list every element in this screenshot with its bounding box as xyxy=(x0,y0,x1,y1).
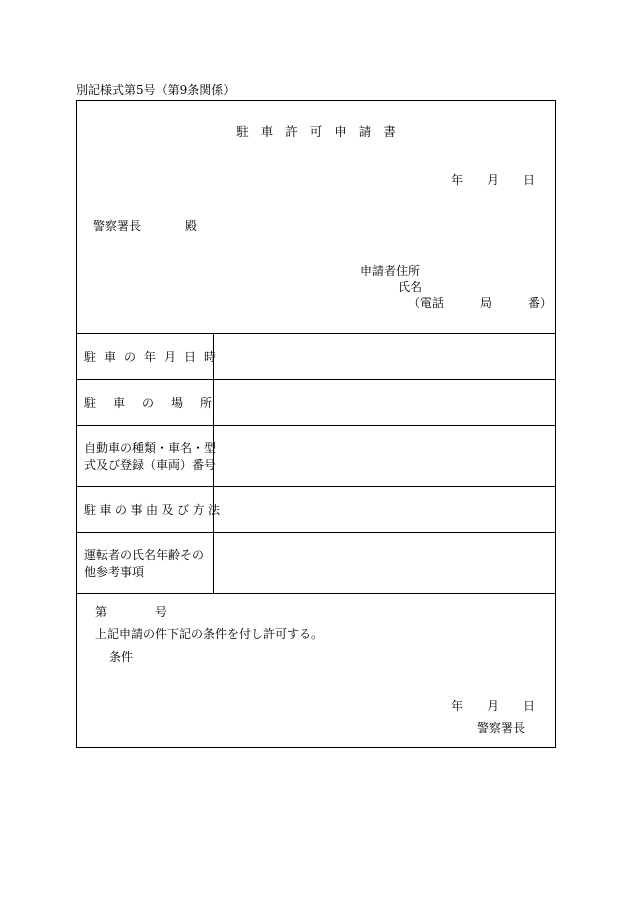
tel-open: （電話 xyxy=(408,296,445,310)
permit-date xyxy=(451,699,535,713)
conditions-label: 条件 xyxy=(109,650,134,664)
form-header xyxy=(77,101,555,334)
applicant-name-label: 氏名 xyxy=(398,280,423,294)
form-row-parking-reason xyxy=(77,487,555,533)
row-label-line1: 運転者の氏名年齢その xyxy=(84,548,205,562)
number-prefix: 第 xyxy=(95,605,108,619)
row-label-cell xyxy=(77,334,225,379)
form-row-vehicle-info xyxy=(77,426,555,487)
row-label-cell xyxy=(77,426,217,486)
form-title: 駐車許可申請書 xyxy=(236,124,408,139)
tel-number: 番） xyxy=(528,296,553,310)
form-row-parking-location xyxy=(77,380,555,426)
application-date xyxy=(451,173,535,187)
row-label-line2: 他参考事項 xyxy=(84,565,145,579)
row-label-cell xyxy=(77,533,214,593)
application-form xyxy=(76,100,556,748)
month-label: 月 xyxy=(486,699,499,713)
year-label: 年 xyxy=(450,173,463,187)
applicant-telephone xyxy=(408,296,552,310)
day-label: 日 xyxy=(522,173,535,187)
parking-reason-field[interactable] xyxy=(214,487,555,532)
honorific: 殿 xyxy=(185,219,198,233)
addressee-title: 警察署長 xyxy=(93,219,142,233)
form-row-parking-datetime xyxy=(77,334,555,380)
month-label: 月 xyxy=(486,173,499,187)
row-label-cell xyxy=(77,380,230,425)
police-chief-signature: 警察署長 xyxy=(476,721,525,735)
parking-datetime-field[interactable] xyxy=(214,334,555,379)
row-label-line2: 式及び登録（車両）番号 xyxy=(84,458,217,472)
form-number-label: 別記様式第5号（第9条関係） xyxy=(76,83,236,97)
row-label: 駐車の場所 xyxy=(84,396,230,410)
form-row-driver-info xyxy=(77,533,555,594)
addressee xyxy=(93,219,197,233)
row-label-cell xyxy=(77,487,224,532)
row-label: 駐車の年月日時 xyxy=(84,350,225,364)
driver-info-field[interactable] xyxy=(214,533,555,593)
year-label: 年 xyxy=(450,699,463,713)
parking-location-field[interactable] xyxy=(214,380,555,425)
row-label-line1: 自動車の種類・車名・型 xyxy=(84,441,217,455)
row-label: 駐車の事由及び方法 xyxy=(84,503,224,517)
tel-exchange: 局 xyxy=(480,296,493,310)
permit-number xyxy=(95,605,167,619)
applicant-address-label: 申請者住所 xyxy=(360,264,421,278)
vehicle-info-field[interactable] xyxy=(214,426,555,486)
grant-statement: 上記申請の件下記の条件を付し許可する。 xyxy=(95,627,324,641)
permit-section xyxy=(77,594,555,747)
day-label: 日 xyxy=(522,699,535,713)
number-suffix: 号 xyxy=(155,605,168,619)
